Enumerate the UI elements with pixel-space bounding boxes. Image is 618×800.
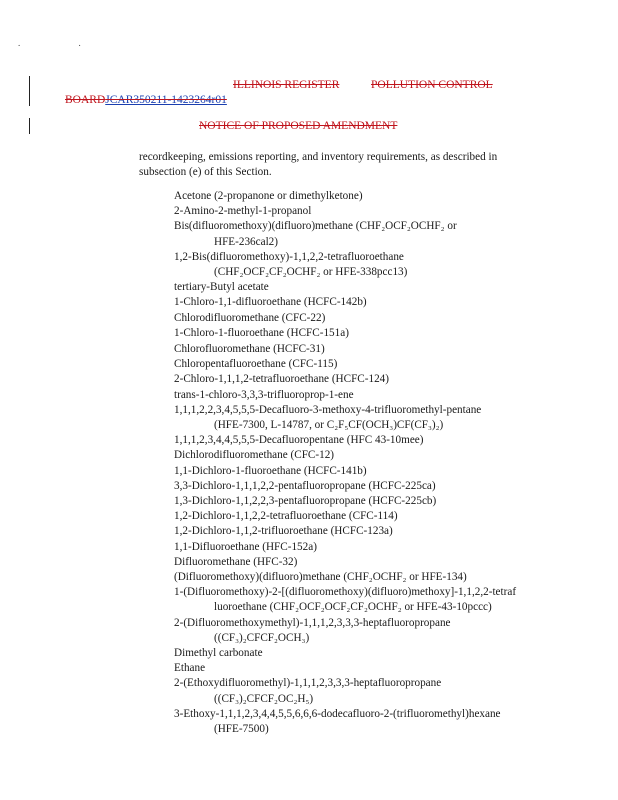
compound-entry: 1,1-Difluoroethane (HFC-152a) <box>174 540 317 553</box>
page-marks: . . <box>18 38 109 48</box>
compound-entry: 1-(Difluoromethoxy)-2-[(difluoromethoxy)(difluoro)methoxy]-1,1,2,2-tetraf <box>174 586 517 599</box>
compound-entry: Chlorodifluoromethane (CFC-22) <box>174 311 326 324</box>
compound-entry: 3-Ethoxy-1,1,1,2,3,4,4,5,5,6,6,6-dodecafluoro-2-(trifluoromethyl)hexane <box>174 707 501 720</box>
header-register: ILLINOIS REGISTER <box>233 79 340 91</box>
compound-entry: Acetone (2-propanone or dimethylketone) <box>174 190 363 202</box>
compound-entry-continuation: ((CF₃)₂CFCF₂OCH₃) <box>214 631 310 644</box>
compound-entry-continuation: (CHF₂OCF₂CF₂OCHF₂ or HFE-338pcc13) <box>214 266 408 279</box>
compound-entry: 1,2-Bis(difluoromethoxy)-1,1,2,2-tetrafluoroethane <box>174 250 404 263</box>
revision-bar-top <box>29 76 30 106</box>
compound-entry-continuation: (HFE-7500) <box>214 723 269 736</box>
header-line2 <box>65 94 227 106</box>
compound-entry: 2-(Difluoromethoxymethyl)-1,1,1,2,3,3,3-heptafluoropropane <box>174 616 451 629</box>
compound-entry: 3,3-Dichloro-1,1,1,2,2-pentafluoropropane (HCFC-225ca) <box>174 479 436 492</box>
compound-entry: 1,1,1,2,2,3,4,5,5,5-Decafluoro-3-methoxy-4-trifluoromethyl-pentane <box>174 403 482 416</box>
revision-bar-notice <box>29 118 30 134</box>
compound-entry: 1-Chloro-1-fluoroethane (HCFC-151a) <box>174 326 349 339</box>
compound-entry: Dimethyl carbonate <box>174 647 263 660</box>
compound-entry: 1,3-Dichloro-1,1,2,2,3-pentafluoropropane (HCFC-225cb) <box>174 495 437 508</box>
compound-list-1 <box>174 189 574 341</box>
compound-entry: Dichlorodifluoromethane (CFC-12) <box>174 449 335 462</box>
compound-entry: Bis(difluoromethoxy)(difluoro)methane (CHF₂OCF₂OCHF₂ or <box>174 220 457 233</box>
header-jcar-code: JCAR350211-1423264r01 <box>105 94 227 106</box>
intro-paragraph: recordkeeping, emissions reporting, and inventory requirements, as described in subsection (e) of this Section. <box>139 151 498 178</box>
compound-entry: 1,2-Dichloro-1,1,2,2-tetrafluoroethane (CFC-114) <box>174 510 398 523</box>
compound-entry-continuation: (HFE-7300, L-14787, or C₂F₅CF(OCH₃)CF(CF₃)₂) <box>214 419 444 432</box>
header-notice: NOTICE OF PROPOSED AMENDMENT <box>199 120 398 132</box>
compound-entry: Difluoromethane (HFC-32) <box>174 555 298 568</box>
compound-entry: 1,2-Dichloro-1,1,2-trifluoroethane (HCFC-123a) <box>174 525 393 538</box>
compound-entry-continuation: ((CF₃)₂CFCF₂OC₂H₅) <box>214 692 314 705</box>
compound-entry: 1,1,1,2,3,4,4,5,5,5-Decafluoropentane (HFC 43-10mee) <box>174 434 424 447</box>
compound-entry: (Difluoromethoxy)(difluoro)methane (CHF₂OCHF₂ or HFE-134) <box>174 571 467 584</box>
compound-entry: 2-Chloro-1,1,1,2-tetrafluoroethane (HCFC-124) <box>174 373 389 386</box>
compound-entry: Chlorofluoromethane (HCFC-31) <box>174 343 325 355</box>
compound-entry: tertiary-Butyl acetate <box>174 281 269 294</box>
compound-entry: 2-(Ethoxydifluoromethyl)-1,1,1,2,3,3,3-heptafluoropropane <box>174 677 442 690</box>
compound-entry-continuation: HFE-236cal2) <box>214 235 279 248</box>
compound-entry: 2-Amino-2-methyl-1-propanol <box>174 205 312 218</box>
compound-entry-continuation: luoroethane (CHF₂OCF₂OCF₂CF₂OCHF₂ or HFE-43-10pccc) <box>214 601 492 614</box>
header-pollution-control: POLLUTION CONTROL <box>371 79 493 91</box>
compound-entry: trans-1-chloro-3,3,3-trifluoroprop-1-ene <box>174 388 354 401</box>
header-board: BOARD <box>65 94 106 106</box>
compound-list-2 <box>174 342 574 737</box>
compound-entry: Ethane <box>174 662 206 675</box>
compound-entry: 1-Chloro-1,1-difluoroethane (HCFC-142b) <box>174 296 367 309</box>
compound-entry: 1,1-Dichloro-1-fluoroethane (HCFC-141b) <box>174 464 367 477</box>
compound-entry: Chloropentafluoroethane (CFC-115) <box>174 358 338 371</box>
